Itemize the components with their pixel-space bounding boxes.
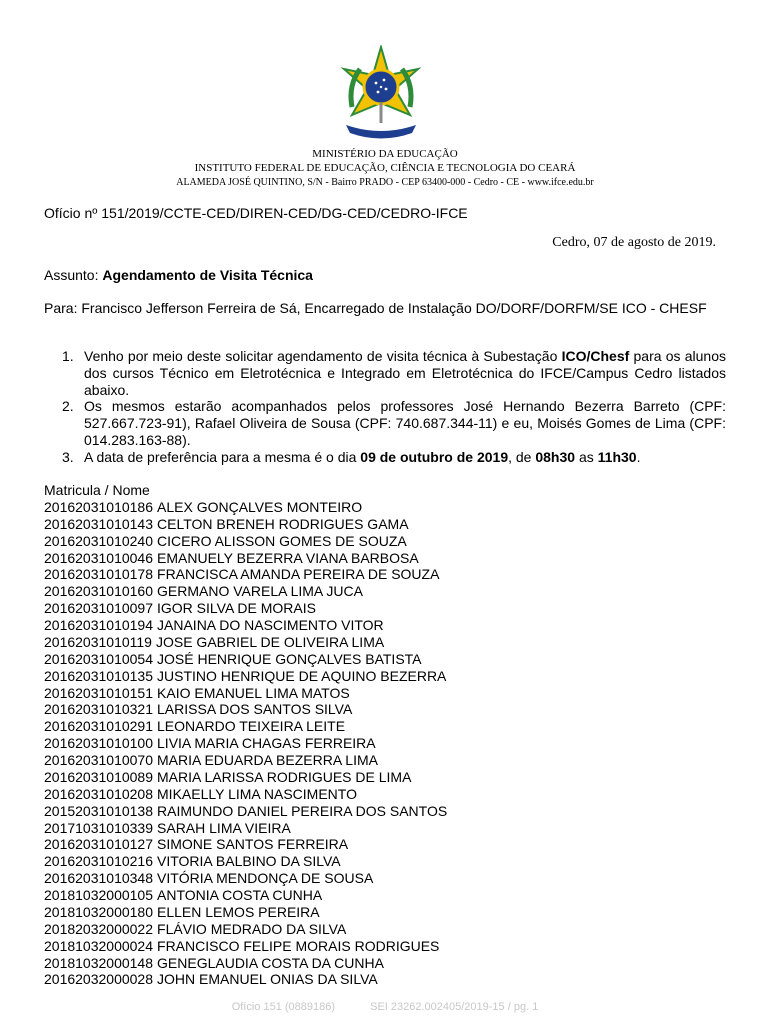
student-name: ANTONIA COSTA CUNHA [157,887,323,903]
student-list [44,482,447,988]
student-enrollment: 20162031010216 [44,853,154,870]
student-name: JOSÉ HENRIQUE GONÇALVES BATISTA [157,650,422,667]
student-name: JOHN EMANUEL ONIAS DA SILVA [157,971,378,988]
student-name: GERMANO VARELA LIMA JUCA [157,583,363,600]
student-enrollment: 20162031010186 [44,498,154,515]
student-enrollment: 20162031010194 [44,617,154,633]
list-item [62,348,726,398]
student-name: VITORIA BALBINO DA SILVA [157,853,341,870]
student-name: LEONARDO TEIXEIRA LEITE [157,718,346,735]
student-row [44,634,447,651]
student-name: EMANUELY BEZERRA VIANA BARBOSA [157,549,419,566]
request-list [62,348,726,466]
student-enrollment: 20162032000028 [44,971,154,988]
student-enrollment: 20162031010089 [44,768,154,785]
student-name: VITÓRIA MENDONÇA DE SOUSA [157,870,374,887]
student-enrollment: 20162031010119 [44,633,152,650]
student-enrollment: 20162031010240 [44,532,154,549]
list-item-number: 2. [62,398,74,415]
student-name: ELLEN LEMOS PEREIRA [157,903,320,920]
student-name: SARAH LIMA VIEIRA [157,819,291,836]
list-item-text: A data de preferência para a mesma é o dia 09 de outubro de 2019, de 08h30 as 11h30. [84,448,641,465]
student-row [44,853,447,870]
student-enrollment: 20162031010151 [44,684,154,701]
student-enrollment: 20162031010070 [44,752,154,768]
student-name: ALEX GONÇALVES MONTEIRO [157,498,363,515]
student-row [44,516,447,533]
student-row [44,803,447,820]
student-name: MARIA EDUARDA BEZERRA LIMA [157,752,378,768]
student-row [44,786,447,803]
student-enrollment: 20181032000148 [44,954,154,971]
student-row [44,955,447,972]
student-row [44,904,447,921]
student-row [44,752,447,769]
student-enrollment: 20162031010348 [44,870,154,887]
student-row [44,921,447,938]
header-ministry: MINISTÉRIO DA EDUCAÇÃO [312,148,458,160]
student-row [44,735,447,752]
student-row [44,938,447,955]
student-name: SIMONE SANTOS FERREIRA [157,836,349,853]
student-enrollment: 20162031010100 [44,735,154,752]
subject-line [44,267,313,283]
student-enrollment: 20162031010143 [44,515,154,532]
student-name: LIVIA MARIA CHAGAS FERREIRA [157,735,376,752]
list-item-text: Os mesmos estarão acompanhados pelos professores José Hernando Bezerra Barreto (CPF: 527.667.723-91), Rafael Oliveira de Sousa (CPF: 740.687.344-11) e eu, Moisés Gomes de Lima (CPF: 014.283.163-88). [84,398,726,448]
student-name: CICERO ALISSON GOMES DE SOUZA [157,532,407,549]
footer-document-id: Ofício 151 (0889186) [231,1001,336,1013]
document-date: Cedro, 07 de agosto de 2019. [552,235,716,250]
student-name: KAIO EMANUEL LIMA MATOS [157,684,350,701]
list-item-text: Venho por meio deste solicitar agendamento de visita técnica à Subestação ICO/Chesf para os alunos dos cursos Técnico em Eletrotécnica e Integrado em Eletrotécnica do IFCE/Campus Cedro listados abaixo. [84,348,726,398]
student-name: GENEGLAUDIA COSTA DA CUNHA [157,954,384,971]
student-row [44,685,447,702]
student-enrollment: 20162031010321 [44,701,154,718]
student-row [44,718,447,735]
student-name: JANAINA DO NASCIMENTO VITOR [157,617,384,633]
brazil-coat-of-arms-icon [338,45,424,143]
list-item [62,398,726,448]
student-enrollment: 20171031010339 [44,819,154,836]
student-row [44,668,447,685]
subject-value: Agendamento de Visita Técnica [102,267,313,283]
page-footer [0,1001,770,1013]
student-row [44,820,447,837]
student-row [44,600,447,617]
student-enrollment: 20162031010291 [44,718,154,735]
student-name: IGOR SILVA DE MORAIS [157,600,316,617]
student-enrollment: 20162031010178 [44,566,154,583]
list-item-number: 1. [62,348,74,364]
oficio-number: Ofício nº 151/2019/CCTE-CED/DIREN-CED/DG-CED/CEDRO-IFCE [44,205,468,221]
header-institute: INSTITUTO FEDERAL DE EDUCAÇÃO, CIÊNCIA E TECNOLOGIA DO CEARÁ [194,162,576,174]
student-row [44,550,447,567]
student-row [44,870,447,887]
student-name: CELTON BRENEH RODRIGUES GAMA [157,515,409,532]
list-item-number: 3. [62,448,74,465]
header-address: ALAMEDA JOSÉ QUINTINO, S/N - Bairro PRADO - CEP 63400-000 - Cedro - CE - www.ifce.edu.br [176,177,594,188]
student-name: RAIMUNDO DANIEL PEREIRA DOS SANTOS [157,802,448,819]
student-row [44,499,447,516]
student-name: FRANCISCO FELIPE MORAIS RODRIGUES [157,937,440,954]
student-name: MIKAELLY LIMA NASCIMENTO [157,785,357,802]
student-row [44,617,447,634]
student-name: FLÁVIO MEDRADO DA SILVA [157,920,347,937]
student-enrollment: 20162031010046 [44,549,154,566]
student-row [44,583,447,600]
student-row [44,971,447,988]
student-row [44,533,447,550]
student-rows [44,499,447,988]
student-row [44,769,447,786]
student-row [44,887,447,904]
recipient-line: Para: Francisco Jefferson Ferreira de Sá, Encarregado de Instalação DO/DORF/DORFM/SE ICO - CHESF [44,300,707,316]
student-enrollment: 20152031010138 [44,802,154,819]
student-enrollment: 20181032000024 [44,937,154,954]
student-row [44,701,447,718]
student-name: JOSE GABRIEL DE OLIVEIRA LIMA [155,633,385,650]
student-enrollment: 20162031010054 [44,650,154,667]
list-item [62,449,726,466]
student-row [44,651,447,668]
subject-label: Assunto: [44,267,103,283]
student-enrollment: 20162031010127 [44,836,154,853]
student-enrollment: 20181032000180 [44,903,154,920]
student-enrollment: 20162031010208 [44,785,154,802]
student-name: LARISSA DOS SANTOS SILVA [157,701,353,718]
footer-sei-number: SEI 23262.002405/2019-15 / pg. 1 [370,1001,539,1013]
student-name: MARIA LARISSA RODRIGUES DE LIMA [157,768,412,785]
student-name: FRANCISCA AMANDA PEREIRA DE SOUZA [157,566,440,583]
student-enrollment: 20162031010135 [44,667,154,684]
student-row [44,566,447,583]
student-list-header: Matricula / Nome [44,482,150,498]
student-name: JUSTINO HENRIQUE DE AQUINO BEZERRA [157,667,447,684]
student-enrollment: 20182032000022 [44,920,154,937]
student-enrollment: 20181032000105 [44,887,154,903]
student-row [44,836,447,853]
student-enrollment: 20162031010097 [44,600,154,617]
student-enrollment: 20162031010160 [44,583,154,600]
